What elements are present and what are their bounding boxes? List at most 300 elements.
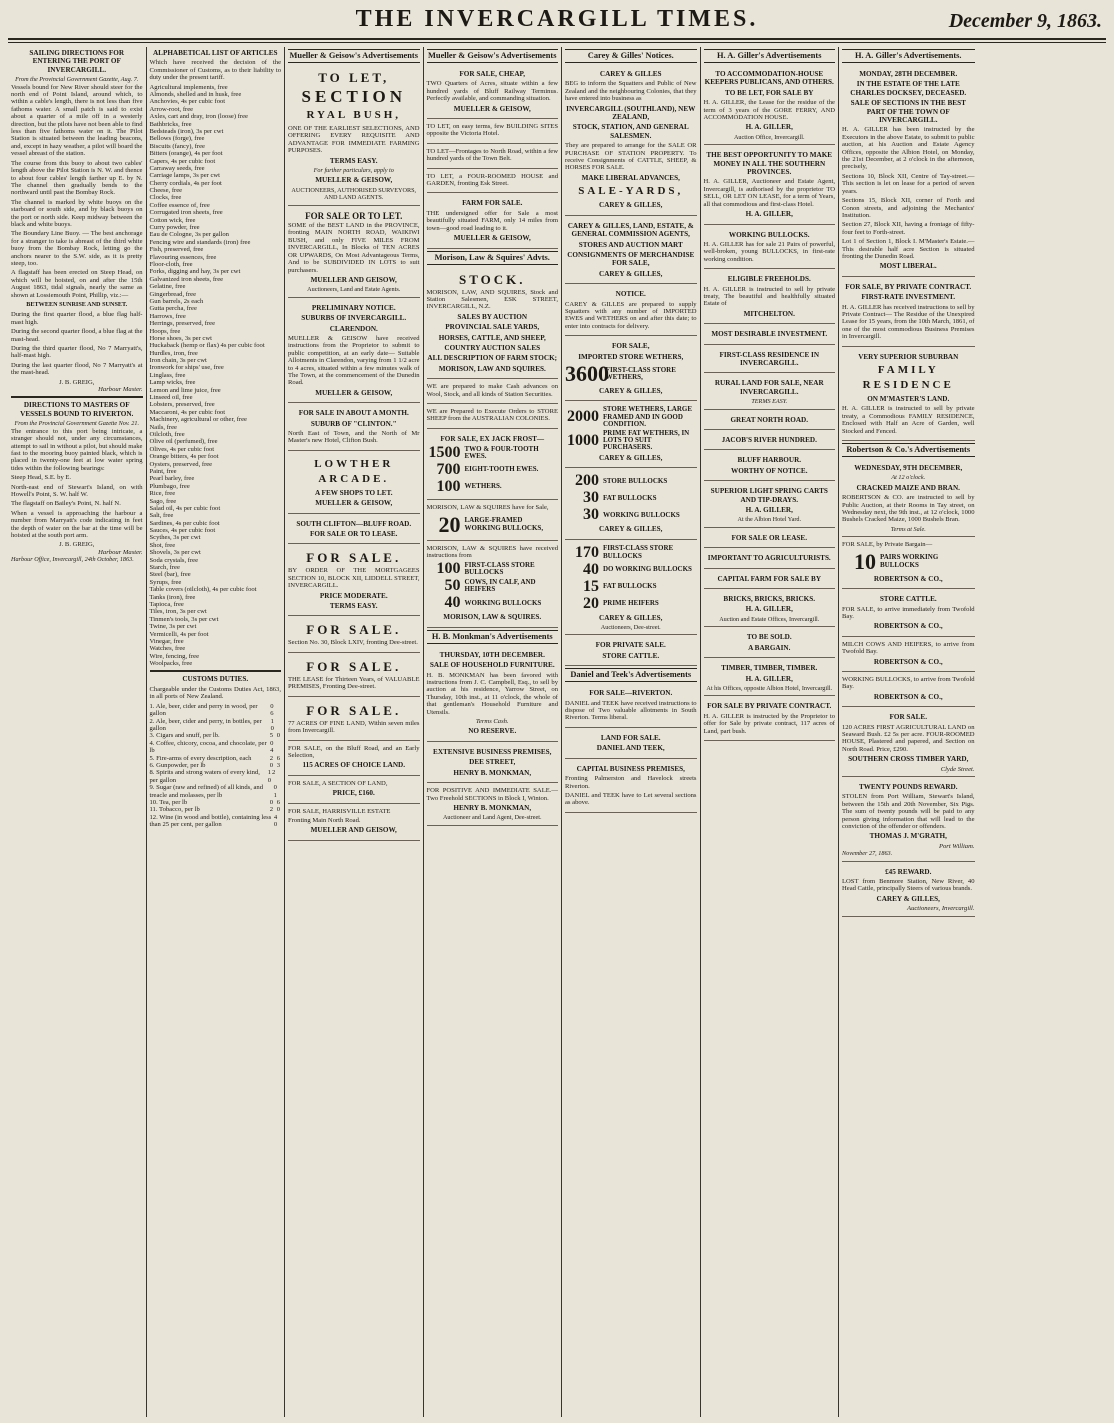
advert <box>565 637 697 666</box>
ad-headline: SOUTH CLIFTON—BLUFF ROAD. <box>296 519 412 528</box>
advert <box>427 66 559 119</box>
lot-description: Lot 1 of Section 1, Block I. M'Master's Estate.—This desirable half acre Section is situated fronting the Dunedin Road. <box>842 238 975 260</box>
ad-body: MILCH COWS AND HEIFERS, to arrive from Twofold Bay. <box>842 640 975 656</box>
ad-body: FOR SALE, HARRISVILLE ESTATE <box>288 807 391 815</box>
ad-body: They are prepared to arrange for the SALE OR PURCHASE OF STATION PROPERTY. To receive Consignments of CATTLE, SHEEP, & HORSES FOR SALE. <box>565 142 697 172</box>
ad-headline: FOR SALE, <box>611 342 650 351</box>
article-list-item: Agricultural implements, free <box>149 83 228 91</box>
quantity-list <box>427 561 559 611</box>
ad-subhead: HORSES, CATTLE, AND SHEEP, <box>438 333 546 342</box>
ad-headline: FOR SALE. <box>306 622 402 638</box>
ad-place: RYAL BUSH, <box>306 109 402 121</box>
ad-headline: FOR SALE. <box>306 550 402 566</box>
quantity-number: 2000 <box>567 408 599 426</box>
duty-rate: 1 0 <box>270 717 275 732</box>
article-list-item: Corrugated iron sheets, free <box>149 209 223 217</box>
quantity-description: PRIME FAT WETHERS, IN LOTS TO SUIT PURCHASERS. <box>603 428 690 452</box>
duty-row <box>150 762 282 769</box>
ad-signature: H. A. GILLER, <box>745 123 793 132</box>
advert <box>565 542 697 636</box>
advert <box>842 779 975 862</box>
ad-body: North East of Town, and the North of Mr Master's new Hotel, Clifton Bush. <box>288 430 420 445</box>
advert <box>427 406 559 429</box>
ad-place: MITCHELTON. <box>743 309 795 318</box>
quantity-row <box>565 490 697 506</box>
article-paragraph: The course from this buoy to about two cables' length above the Pilot Station is N. W. and thence to about four cables' length farther up E. by N. The channel then gradually bends to the northward until past the Bombay Rock. <box>11 159 143 197</box>
advert <box>842 674 975 707</box>
article-list-item: Gelatine, free <box>149 283 186 291</box>
article-paragraph: Steep Head, S.E. by E. <box>11 474 72 482</box>
ad-headline: THE BEST OPPORTUNITY TO MAKE MONEY IN ALL THE SOUTHERN PROVINCES. <box>706 151 833 177</box>
advert <box>842 460 975 537</box>
advert <box>704 698 836 741</box>
advert <box>288 699 420 741</box>
ad-subhead: SALE-YARDS, <box>578 185 684 198</box>
quantity-row <box>427 595 559 611</box>
duty-row <box>150 806 282 813</box>
ad-signature-role: Auctioneers, Invercargill. <box>907 905 975 913</box>
ad-headline: FIRST-CLASS RESIDENCE IN INVERCARGILL. <box>719 350 820 367</box>
article-list-item: Watches, free <box>149 645 186 653</box>
ad-place: INVERCARGILL (SOUTHLAND), NEW ZEALAND, <box>566 104 696 122</box>
signature-role: Harbour Master. <box>98 386 143 394</box>
advert <box>704 660 836 696</box>
quantity-description: DO WORKING BULLOCKS <box>603 564 692 573</box>
ad-headline: CAPITAL FARM FOR SALE BY <box>717 574 822 583</box>
ad-body: MUELLER & GEISOW have received instructions from the Proprietor to submit to public competition, at an early date— Suitable Allotments in Clarendon, varying from 1 1/2 acre to 4 acres, situated within a few minutes walk of The Town, at the commencement of the Dunedin Road. <box>288 334 420 387</box>
quantity-description: STORE BULLOCKS <box>603 476 668 485</box>
advert <box>842 591 975 637</box>
quantity-number: 30 <box>583 489 599 507</box>
article-list-item: Linglass, free <box>149 371 186 379</box>
ad-signature-role: Auction Office, Invercargill. <box>733 133 805 141</box>
ad-body: Fronting Main North Road. <box>288 816 361 824</box>
ad-body: H. A. GILLER has been instructed by the Executors in the above Estate, to submit to public auction, at his Auction and Estate Agency Offices, opposite the Albion Hotel, on Monday, the 21st December, at 2 o'clock in the afternoon, precisely, <box>842 126 975 171</box>
ad-signature: ROBERTSON & CO., <box>873 622 943 631</box>
duty-rate: 0 4 <box>270 739 275 755</box>
ad-headline: FOR SALE IN ABOUT A MONTH. <box>298 409 409 418</box>
ad-body: WE are prepared to make Cash advances on Wool, Stock, and all kinds of Station Securities. <box>426 383 558 398</box>
advert <box>704 591 836 627</box>
ad-subhead: MAKE LIBERAL ADVANCES, <box>581 173 680 182</box>
ad-place: CLARENDON. <box>329 324 378 333</box>
article-paragraph: North-east end of Stewart's Island, on with Howell's Point, S. W. half W. <box>11 483 143 498</box>
duty-row <box>150 718 282 733</box>
ad-body: H. A. GILLER, Auctioneer and Estate Agent, Invercargill, is authorised by the proprietor TO SELL, OR LET ON LEASE, for a term of Years, all that commodious and first-class Hotel. <box>703 178 835 208</box>
article-paragraph: The channel is marked by white buoys on the starboard or south side, and by black buoys on the port or north side. Keep midway between the black and white buoys. <box>11 198 143 228</box>
ad-signature: MUELLER & GEISOW, <box>453 104 531 113</box>
ad-body: FOR POSITIVE AND IMMEDIATE SALE.—Two Freehold SECTIONS in Block I, Winton. <box>426 787 558 802</box>
article-source: From the Provincial Government Gazette Nov. 21. <box>14 420 140 428</box>
ad-headline: FOR SALE OR LEASE. <box>731 533 807 542</box>
ad-signature-role: Clyde Street. <box>940 765 975 773</box>
column-carey-gilles <box>562 47 701 1417</box>
advert <box>288 66 420 206</box>
column-mueller-geisow-1 <box>285 47 424 1417</box>
ad-signature: H. A. GILLER, <box>745 674 793 683</box>
ad-body: WE are Prepared to Execute Orders to STORE SHEEP from the AUSTRALIAN COLONIES. <box>426 407 558 423</box>
article-list-item: Linseed oil, free <box>149 394 193 402</box>
advert <box>427 195 559 248</box>
ad-headline: SECTION <box>301 87 407 106</box>
advert <box>704 412 836 430</box>
duties-list <box>150 703 282 829</box>
advert <box>704 66 836 145</box>
ad-headline: CRACKED MAIZE AND BRAN. <box>856 483 960 492</box>
article-list-item: Bathbricks, free <box>149 120 192 128</box>
article-list-item: Tinmen's tools, 3s per cwt <box>149 615 219 623</box>
ad-body: THE LEASE for Thirteen Years, of VALUABLE PREMISES, Fronting Dee-street. <box>288 675 420 691</box>
duty-row <box>150 799 282 806</box>
duty-item: 5. Fire-arms of every description, each <box>149 754 252 762</box>
quantity-row <box>565 430 697 452</box>
tide-heading: BETWEEN SUNRISE AND SUNSET. <box>26 301 128 308</box>
ad-signature-role: Auctioneers, Dee-street. <box>600 624 661 632</box>
masthead <box>8 6 1106 40</box>
quantity-number: 100 <box>436 478 461 496</box>
ad-headline: FOR SALE. <box>306 702 402 718</box>
ad-body: H. A. GILLER is instructed to sell by private treaty, The beautiful and healthfully situated Estate of <box>703 285 835 308</box>
quantity-row <box>565 579 697 595</box>
ad-headline: GREAT NORTH ROAD. <box>730 415 809 424</box>
article-list-item: Olives, 4s per cubic foot <box>149 445 215 453</box>
article-list-item: Floor-cloth, free <box>149 261 193 268</box>
columns <box>8 47 1106 1417</box>
ad-headline: FOR SALE, BY PRIVATE CONTRACT. <box>845 282 972 291</box>
article-list-item: Lemon and lime juice, free <box>149 386 221 394</box>
section-header: H. A. Giller's Advertisements <box>704 49 836 63</box>
quantity-number: 1500 <box>428 444 461 462</box>
ad-terms: Terms Cash. <box>475 718 509 726</box>
advert <box>427 744 559 783</box>
ad-signature-role: Auctioneers, Land and Estate Agents. <box>307 286 401 294</box>
advert <box>288 778 420 804</box>
advert <box>704 271 836 324</box>
article-list-item: Twine, 3s per cwt <box>149 623 197 631</box>
ad-signature-role: AUCTIONEERS, AUTHORISED SURVEYORS, AND LAND AGENTS. <box>291 186 417 202</box>
ad-date: MONDAY, 28TH DECEMBER. <box>859 70 958 78</box>
quantity-description: WETHERS. <box>464 482 502 491</box>
article-list-item: Woolpacks, free <box>149 660 193 668</box>
ad-headline: JACOB'S RIVER HUNDRED. <box>721 436 817 444</box>
column-customs <box>147 47 286 1417</box>
ad-body: H. A. GILLER is instructed by the Proprietor to offer for Sale by private contract, 117 acres of Land, part bush. <box>703 712 835 735</box>
duty-rate: 0 1 <box>273 784 278 799</box>
article-paragraph: When a vessel is approaching the harbour a number from Marryatt's code indicating in feet the depth of water on the bar at the time will be hoisted at the south port arm. <box>11 509 143 539</box>
quantity-number: 40 <box>583 560 599 578</box>
ad-signature: CAREY & GILLES, <box>599 201 663 210</box>
article-heading: SAILING DIRECTIONS FOR ENTERING THE PORT OF INVERCARGILL. <box>29 49 125 74</box>
duty-rate: 12 0 <box>267 769 277 784</box>
ad-headline: WORKING BULLOCKS. <box>728 230 810 239</box>
duty-item: 4. Coffee, chicory, cocoa, and chocolate, per lb <box>149 739 267 755</box>
section-header: Mueller & Geisow's Advertisements <box>427 49 559 63</box>
ad-subhead: A BARGAIN. <box>748 643 791 652</box>
ad-body: H. A. GILLER has for sale 21 Pairs of powerful, well-broken, young BULLOCKS, in first-rate working condition. <box>703 240 835 263</box>
ad-date: November 27, 1863. <box>842 850 893 858</box>
article-list-item: Soda crystals, free <box>149 556 199 564</box>
duty-item: 12. Wine (in wood and bottle), containing less than 25 per cent, per gallon <box>149 813 272 829</box>
ad-body: FOR SALE, on the Bluff Road, and an Early Selection, <box>288 744 420 759</box>
ad-signature-role: At his Offices, opposite Albion Hotel, Invercargill. <box>706 684 833 692</box>
advert <box>704 452 836 481</box>
article-list-item: Anchovies, 4s per cubic foot <box>149 98 226 106</box>
duty-item: 10. Tea, per lb <box>149 798 188 806</box>
advert <box>842 349 975 441</box>
advert <box>427 171 559 194</box>
ad-headline: BLUFF HARBOUR. <box>737 456 802 465</box>
ad-body: Section No. 30, Block LXIV, fronting Dee-street. <box>288 639 418 647</box>
ad-signature: CAREY & GILLES, <box>599 386 663 395</box>
article-paragraph: Vessels bound for New River should steer for the north end of Point Island, around which, to within a cable's length, there is not less than five fathoms water. A small patch is said to exist about a quarter of a mile off in a westerly direction, but the pilots have not been able to find less than five fathoms water on it. The Pilot Station is situated between the leading beacons, and, except in hazy weather, a pilot will board the vessel abreast of the station. <box>11 83 143 158</box>
ad-signature: H. A. GILLER, <box>745 506 793 515</box>
quantity-description: LARGE-FRAMED WORKING BULLOCKS, <box>464 516 544 532</box>
lot-description: Sections 15, Block XII, corner of Forth and Conon streets, and adjoining the Mechanics' Institution. <box>842 197 975 219</box>
ad-headline: FOR SALE—RIVERTON. <box>589 689 673 698</box>
duty-row <box>150 703 282 718</box>
ad-headline: BRICKS, BRICKS, BRICKS. <box>723 595 816 604</box>
divider <box>150 670 282 672</box>
ad-signature: ROBERTSON & CO., <box>873 574 943 583</box>
ad-terms: TERMS EASY. <box>329 156 378 165</box>
section-header: Mueller & Geisow's Advertisements <box>288 49 420 63</box>
article-list-item: Plumbago, free <box>149 482 190 490</box>
ad-headline: TO ACCOMMODATION-HOUSE KEEPERS PUBLICANS, AND OTHERS. <box>704 70 834 87</box>
ad-body: FOR SALE, by Private Bargain— <box>842 541 933 549</box>
article-list-item: Horse shoes, 3s per cwt <box>149 334 212 342</box>
newspaper-title: THE INVERCARGILL TIMES. <box>355 6 759 32</box>
article-paragraph: A flagstaff has been erected on Steep Head, on which will be hoisted, on and after the 15th August 1863, tidal signals, nearly the same as shown at Lossiemouth Point, Phillip, viz.:— <box>11 269 143 299</box>
advert <box>565 218 697 284</box>
advert <box>288 618 420 652</box>
article-intro: Which have received the decision of the Commissioner of Customs, as to their liability to duty under the present tariff. <box>149 59 281 82</box>
article-list-item: Bellows (forge), free <box>149 135 205 143</box>
quantity-row <box>565 596 697 612</box>
article-list-item: Lamp wicks, free <box>149 379 196 387</box>
article-list-item: Salad oil, 4s per cubic foot <box>149 504 221 512</box>
ad-headline: SUPERIOR LIGHT SPRING CARTS AND TIP-DRAYS. <box>710 487 828 504</box>
ad-terms: TERMS EASY. <box>751 398 788 406</box>
advert <box>842 279 975 347</box>
advert <box>427 146 559 169</box>
advert <box>427 543 559 628</box>
article-list-item: Bitters (orange), 4s per foot <box>149 150 223 158</box>
ad-signature-role: Port William. <box>938 842 975 850</box>
ad-body: DANIEL and TEEK have received instructions to dispose of Two valuable allotments in South Riverton. Terms liberal. <box>565 699 697 722</box>
duty-row <box>150 814 282 829</box>
column-giller-1 <box>701 47 840 1417</box>
advert <box>704 326 836 344</box>
ad-headline: FOR SALE. <box>889 713 928 722</box>
ad-headline: IMPORTANT TO AGRICULTURISTS. <box>707 554 831 563</box>
quantity-description: FAT BULLOCKS <box>603 581 657 590</box>
ad-subhead: SUBURB OF "CLINTON." <box>310 419 397 428</box>
ad-signature: MUELLER AND GEISOW, <box>310 275 397 284</box>
ad-time: At 12 o'clock. <box>891 474 926 482</box>
ad-headline: RURAL LAND FOR SALE, NEAR INVERCARGILL. <box>714 379 824 396</box>
article-list-item: Capers, 4s per cubic foot <box>149 157 216 165</box>
ad-subhead: WORTHY OF NOTICE. <box>731 466 808 475</box>
advert <box>704 530 836 548</box>
advert <box>842 66 975 277</box>
quantity-number: 15 <box>583 577 599 595</box>
ad-headline: CAREY & GILLES, LAND, ESTATE, & GENERAL COMMISSION AGENTS, <box>567 221 694 239</box>
article-list-item: Eau de Cologne, 3s per gallon <box>149 231 229 239</box>
duty-item: 9. Sugar (raw and refined) of all kinds, and treacle and molasses, per lb <box>149 784 264 799</box>
quantity-number: 20 <box>583 594 599 612</box>
article-heading: DIRECTIONS TO MASTERS OF VESSELS BOUND TO RIVERTON. <box>20 401 134 418</box>
section-header: Carey & Gilles' Notices. <box>565 49 697 63</box>
article-list-item: Gun barrels, 2s each <box>149 297 204 305</box>
article-list-item: Curry powder, free <box>149 224 200 232</box>
masthead-rule <box>8 42 1106 43</box>
quantity-description: TWO & FOUR-TOOTH EWES. <box>464 444 539 461</box>
duty-item: 11. Tobacco, per lb <box>149 806 200 814</box>
quantity-list <box>565 473 697 523</box>
ad-signature: MORISON, LAW AND SQUIRES. <box>438 364 546 373</box>
duty-item: 2. Ale, beer, cider and perry, in bottles, per gallon <box>149 717 262 732</box>
quantity-row <box>565 406 697 428</box>
ad-headline: EXTENSIVE BUSINESS PREMISES, <box>433 747 552 756</box>
quantity-number: 170 <box>575 543 599 561</box>
ad-apply: For further particulars, apply to <box>313 167 394 175</box>
ad-subhead: FOR SALE OR TO LEASE. <box>310 530 398 539</box>
article-list-item: Syrups, free <box>149 578 182 586</box>
ad-terms: TERMS EASY. <box>329 602 378 611</box>
duties-intro: Chargeable under the Customs Duties Act, 1863, in all ports of New Zealand. <box>149 685 281 701</box>
ad-signature: MORISON, LAW & SQUIRES. <box>443 613 542 622</box>
article-list-item: Hoops, free <box>149 327 181 335</box>
ad-note: MOST LIBERAL. <box>879 262 937 271</box>
signature-name: J. B. GREIG, <box>59 378 95 386</box>
advert <box>288 743 420 776</box>
ad-signature: MUELLER AND GEISOW, <box>310 826 397 835</box>
advert <box>704 571 836 589</box>
ad-body: ROBERTSON & CO. are instructed to sell by Public Auction, at their Rooms in Tay street, on Wednesday next, the 9th inst., at 12 o'clock, 1000 Bushels Cracked Maize, 1000 Bushels Bran. <box>842 494 975 524</box>
article-paragraph: The flagstaff on Bailey's Point, N. half N. <box>11 500 121 508</box>
ad-body: TO LET, on easy terms, few BUILDING SITES opposite the Victoria Hotel. <box>426 123 558 138</box>
ad-body: H. B. MONKMAN has been favored with instructions from J. C. Campbell, Esq., to sell by auction at his residence, Yarrow Street, on Thursday, 10th inst., at 11 o'clock, the whole of that gentleman's Household Furniture and Utensils. <box>426 671 558 716</box>
duty-rate: 2 0 <box>269 806 281 814</box>
advert <box>704 483 836 528</box>
quantity-description: COWS, IN CALF, AND HEIFERS <box>464 578 536 594</box>
ad-headline: ELIGIBLE FREEHOLDS. <box>727 275 811 284</box>
quantity-row <box>565 562 697 578</box>
ad-body: MORISON, LAW & SQUIRES have received instructions from <box>426 544 558 559</box>
quantity-row <box>427 479 559 495</box>
article-list-item: Sauces, 4s per cubic foot <box>149 527 216 535</box>
article-list-item: Machinery, agricultural or other, free <box>149 416 247 424</box>
article-source: From the Provincial Government Gazette, Aug. 7. <box>15 76 139 84</box>
article-list-item: Bedsteads (iron), 3s per cwt <box>149 127 224 135</box>
quantity-row <box>565 545 697 561</box>
article-list-item: Tiles, iron, 3s per cwt <box>149 608 207 616</box>
advert <box>288 453 420 514</box>
section-header: H. A. Giller's Advertisements. <box>842 49 975 63</box>
article-list-item: Sago, free <box>149 497 177 505</box>
ad-subhead: ALL DESCRIPTION OF FARM STOCK; <box>427 354 558 363</box>
ad-signature: ROBERTSON & CO., <box>873 657 943 666</box>
duty-item: 6. Gunpowder, per lb <box>149 761 206 769</box>
duty-row <box>150 769 282 784</box>
ad-body: TO LET, a FOUR-ROOMED HOUSE and GARDEN, fronting Esk Street. <box>426 172 558 188</box>
ad-headline: MOST DESIRABLE INVESTMENT. <box>711 330 828 339</box>
ad-subhead: TO BE LET, FOR SALE BY <box>725 88 814 97</box>
ad-headline: TWENTY POUNDS REWARD. <box>858 783 958 791</box>
ad-date: THURSDAY, 10TH DECEMBER. <box>439 650 545 659</box>
ad-signature: MUELLER & GEISOW, <box>453 234 531 243</box>
article-list-item: Cotton wick, free <box>149 216 196 224</box>
ad-headline: FOR SALE OR TO LET. <box>305 210 403 221</box>
quantity-list <box>565 545 697 612</box>
article-list-item: Wire, fencing, free <box>149 652 200 660</box>
quantity-number: 20 <box>438 511 461 537</box>
ad-body: WORKING BULLOCKS, to arrive from Twofold Bay. <box>842 675 975 691</box>
ad-body: ONE OF THE EARLIEST SELECTIONS, AND OFFERING EVERY REQUISITE AND ADVANTAGE FOR IMMEDIATE FARMING PURPOSES. <box>288 125 420 155</box>
advert <box>427 431 559 500</box>
duty-rate: 2 6 <box>269 754 281 762</box>
article-list-item: Vermicelli, 4s per foot <box>149 630 209 638</box>
advert <box>704 227 836 270</box>
ad-signature: MUELLER & GEISOW, <box>315 388 393 397</box>
article-list-item: Vinegar, free <box>149 637 184 645</box>
signature-role: Harbour Master. <box>98 548 143 556</box>
advert <box>427 381 559 404</box>
article-list-item: Ironwork for ships' use, free <box>149 364 224 372</box>
tide-signal: During the third quarter flood, No 7 Marryatt's, half-mast high. <box>11 345 143 360</box>
quantity-description: STORE WETHERS, LARGE FRAMED AND IN GOOD CONDITION. <box>603 405 693 429</box>
quantity-list <box>565 406 697 451</box>
ad-subhead: SALE OF SECTIONS IN THE BEST PART OF THE TOWN OF INVERCARGILL. <box>850 99 966 125</box>
ad-signature: CAREY & GILLES, <box>599 525 663 534</box>
article-list-item: Flavouring essences, free <box>149 253 217 261</box>
ad-body: H. A. GILLER is instructed to sell by private treaty, a Commodious FAMILY RESIDENCE, Enclosed with Half an Acre of Garden, well Stocked and Fenced. <box>842 405 975 435</box>
duty-row <box>150 740 282 755</box>
lot-description: Section 27, Block XII, having a frontage of fifty-four feet to Forth-street. <box>842 221 975 236</box>
ad-headline: IN THE ESTATE OF THE LATE CHARLES DOCKSEY, DECEASED. <box>850 80 967 97</box>
quantity-row <box>565 473 697 489</box>
articles-list <box>150 84 282 668</box>
ad-body: A FEW SHOPS TO LET. <box>314 488 393 497</box>
advert <box>427 121 559 144</box>
article-list-item: Carraway seeds, free <box>149 164 205 172</box>
ad-headline: FOR SALE, EX JACK FROST— <box>440 434 545 443</box>
advert <box>288 208 420 298</box>
ad-signature-role: Auctioneer and Land Agent, Dee-street. <box>442 814 542 822</box>
quantity-list <box>427 445 559 495</box>
quantity-number: 40 <box>444 594 461 612</box>
ad-headline: STORE CATTLE. <box>879 595 937 604</box>
ad-headline: TIMBER, TIMBER, TIMBER. <box>721 664 818 673</box>
ad-headline: CAREY & GILLES <box>599 70 662 78</box>
tide-signal: During the second quarter flood, a blue flag at the mast-head. <box>11 328 143 343</box>
article-list-item: Gingerbread, free <box>149 290 196 298</box>
ad-signature: ROBERTSON & CO., <box>873 692 943 701</box>
ad-body: CAREY & GILLES are prepared to supply Squatters with any number of IMPORTED EWES and WETHERS on and after this date; to enter into contracts for delivery. <box>565 300 697 330</box>
advert <box>842 539 975 589</box>
ad-subhead: PROVINCIAL SALE YARDS, <box>445 323 540 332</box>
column-giller-robertson <box>839 47 978 1417</box>
article-list-item: Maccaroni, 4s per cubic foot <box>149 408 226 416</box>
ad-price: PRICE MODERATE. <box>319 591 388 600</box>
ad-headline: LOWTHER ARCADE. <box>314 457 394 485</box>
ad-headline: FOR SALE. <box>306 658 402 674</box>
ad-signature-role: At the Albion Hotel Yard. <box>737 516 802 524</box>
article-footer: Harbour Office, Invercargill, 24th October, 1863. <box>11 556 134 564</box>
quantity-description: FIRST-CLASS STORE WETHERS, <box>605 365 676 381</box>
article-list-item: Herrings, preserved, free <box>149 320 216 328</box>
advert <box>842 639 975 672</box>
